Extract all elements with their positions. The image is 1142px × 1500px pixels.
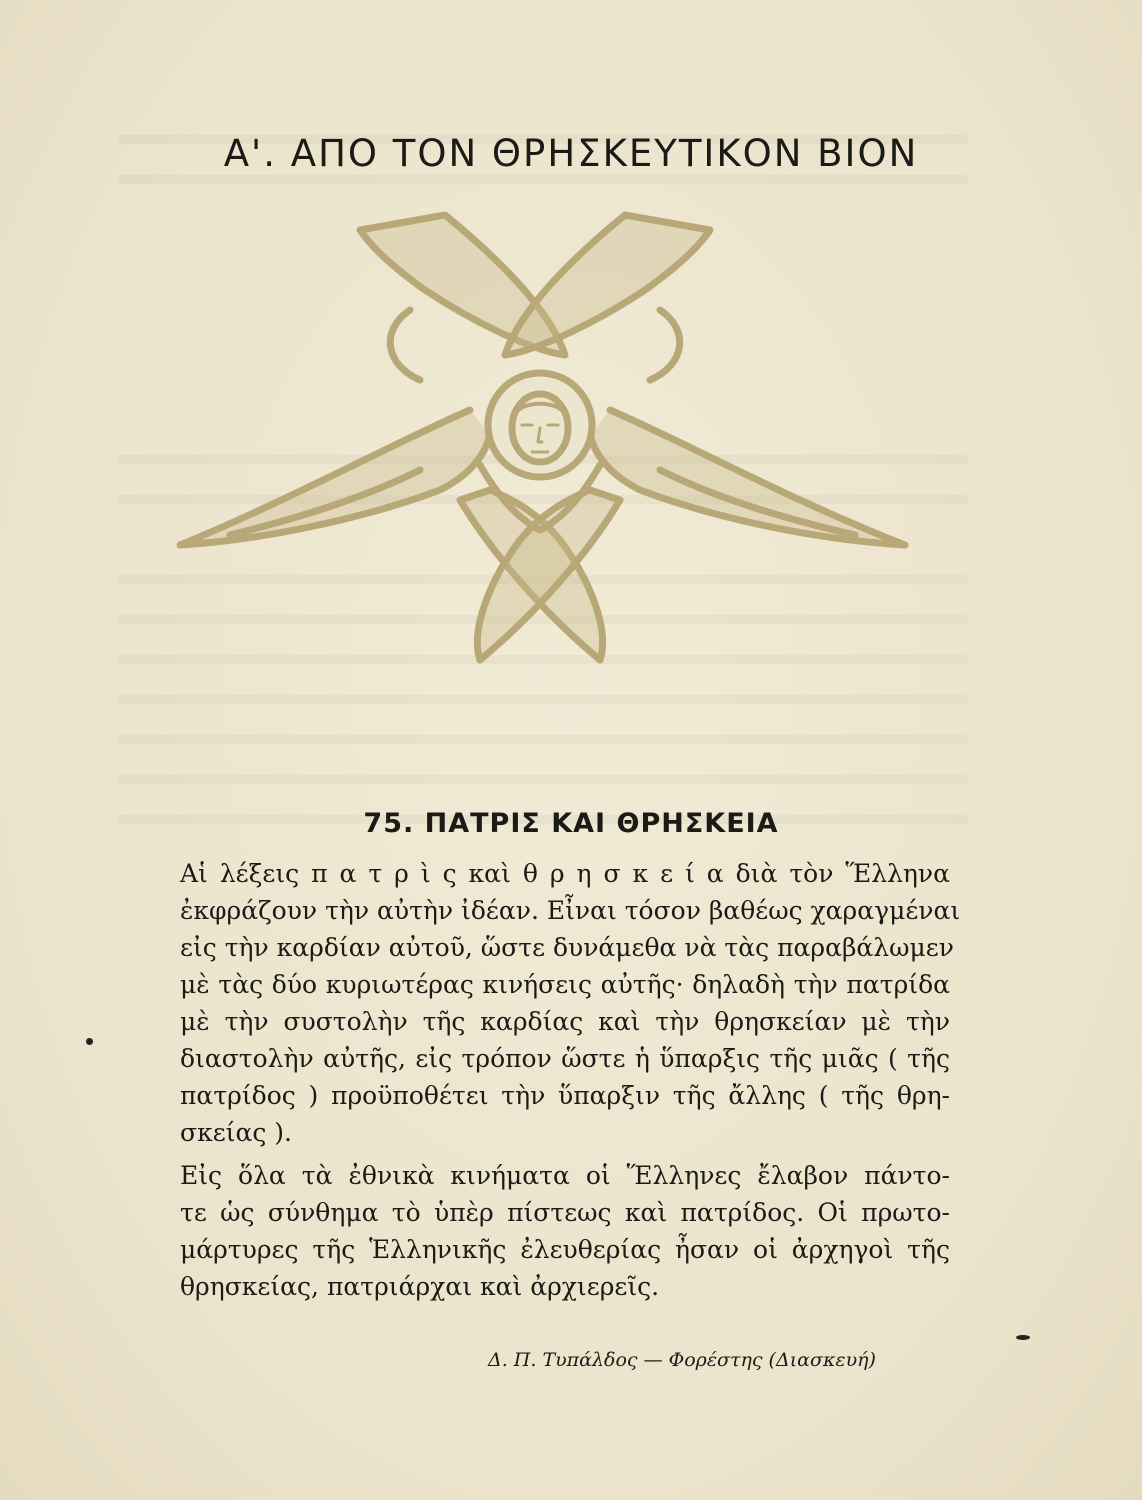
chapter-title: Α'. ΑΠΟ ΤΟΝ ΘΡΗΣΚΕΥΤΙΚΟΝ ΒΙΟΝ: [223, 131, 919, 175]
text-line: θρησκείας, πατριάρχαι καὶ ἀρχιερεῖς.: [180, 1272, 660, 1301]
text-line: Αἱ λέξεις π α τ ρ ὶ ς καὶ θ ρ η σ κ ε ί α διὰ τὸν Ἕλληνα: [180, 859, 950, 888]
paragraph-1: [180, 855, 961, 1151]
section-title: 75. ΠΑΤΡΙΣ ΚΑΙ ΘΡΗΣΚΕΙΑ: [363, 808, 779, 840]
body-text: [180, 855, 961, 1305]
text-line: διαστολὴν αὐτῆς, εἰς τρόπον ὥστε ἡ ὕπαρξις τῆς μιᾶς ( τῆς: [180, 1044, 950, 1073]
text-line: σκείας ).: [180, 1118, 292, 1147]
text-line: τε ὡς σύνθημα τὸ ὑπὲρ πίστεως καὶ πατρίδος. Οἱ πρωτο-: [180, 1198, 950, 1227]
paragraph-2: [180, 1157, 950, 1305]
text-line: μάρτυρες τῆς Ἑλληνικῆς ἐλευθερίας ἦσαν οἱ ἀρχηγοὶ τῆς: [180, 1235, 950, 1264]
text-line: μὲ τὰς δύο κυριωτέρας κινήσεις αὐτῆς· δηλαδὴ τὴν πατρίδα: [180, 970, 950, 999]
attribution: Δ. Π. Τυπάλδος — Φορέστης (Διασκευή): [488, 1349, 876, 1371]
ink-spot: [86, 1038, 93, 1045]
text-line: πατρίδος ) προϋποθέτει τὴν ὕπαρξιν τῆς ἄλλης ( τῆς θρη-: [180, 1081, 950, 1110]
text-line: μὲ τὴν συστολὴν τῆς καρδίας καὶ τὴν θρησκείαν μὲ τὴν: [180, 1007, 950, 1036]
text-line: εἰς τὴν καρδίαν αὐτοῦ, ὥστε δυνάμεθα νὰ τὰς παραβάλωμεν: [180, 933, 954, 962]
text-line: ἐκφράζουν τὴν αὐτὴν ἰδέαν. Εἶναι τόσον βαθέως χαραγμέναι: [180, 896, 961, 925]
ink-spot: [1016, 1335, 1030, 1340]
text-line: Εἰς ὅλα τὰ ἐθνικὰ κινήματα οἱ Ἕλληνες ἔλαβον πάντο-: [180, 1161, 950, 1190]
seraph-illustration: [170, 200, 970, 670]
